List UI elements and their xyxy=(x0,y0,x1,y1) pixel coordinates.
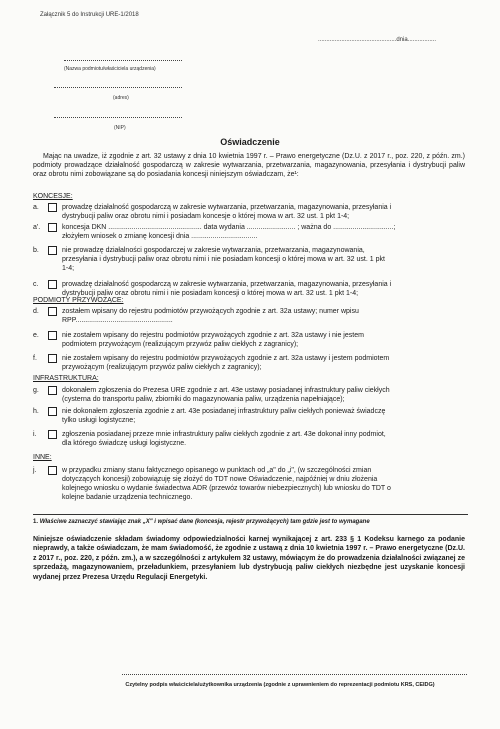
item-c-text: prowadzę działalność gospodarczą w zakresie wytwarzania, przetwarzania, magazynowania, przesyłania i dystrybucji paliw oraz obrotu nimi i nie posiadam koncesji o której mowa w art. 32 ust. 1 pkt 1-4; xyxy=(62,281,392,297)
declaration-paragraph: Niniejsze oświadczenie składam świadomy odpowiedzialności karnej wynikającej z art. 233 § 1 Kodeksu karnego za podanie nieprawdy, a także oświadczam, że mam świadomość, że zgodnie z ustawą z dnia 10 kwietnia 1997 r. – Prawo energetyczne (Dz.U. z 2017 r., poz. 220, z późn. zm.), a w szczególności z artykułem 32 ustawy, mówiącym że do prowadzenia działalności związanej ze sprzedażą, magazynowaniem, przeładunkiem, przesyłaniem lub dystrybucją paliw ciekłych niezbędne jest uzyskanie koncesji wydanej przez Prezesa Urzędu Regulacji Energetyki. xyxy=(33,536,465,581)
checkbox-j[interactable] xyxy=(48,466,57,475)
page-title: Oświadczenie xyxy=(220,137,280,147)
item-b-text: nie prowadzę działalności gospodarczej w zakresie wytwarzania, przetwarzania, magazynowania, przesyłania i dystrybucji paliw oraz obrotu nimi i nie posiadam koncesji o której mowa w art. 32 ust. 1 pkt 1-4; xyxy=(62,247,385,272)
footnote-divider xyxy=(33,514,468,515)
checkbox-c[interactable] xyxy=(48,280,57,289)
checkbox-f[interactable] xyxy=(48,354,57,363)
checkbox-e[interactable] xyxy=(48,331,57,340)
item-e-mark: e. xyxy=(33,332,39,339)
section-infrastruktura: INFRASTRUKTURA: xyxy=(33,375,99,382)
nip-caption: (NIP) xyxy=(114,125,126,131)
checkbox-g[interactable] xyxy=(48,386,57,395)
checkbox-a[interactable] xyxy=(48,203,57,212)
date-field[interactable]: ...............................................dnia................. xyxy=(318,37,437,43)
item-d-text: zostałem wpisany do rejestru podmiotów przywożących zgodnie z art. 32a ustawy; numer wpisu RPP.................................................. xyxy=(62,308,359,324)
item-a-text: prowadzę działalność gospodarczą w zakresie wytwarzania, przetwarzania, magazynowania, przesyłania i dystrybucji paliw oraz obrotu nimi i posiadam koncesje o której mowa w art. 32 ust. 1 pkt 1-4; xyxy=(62,204,392,220)
item-b-mark: b. xyxy=(33,247,39,254)
address-line[interactable] xyxy=(54,87,182,88)
item-g-mark: g. xyxy=(33,387,39,394)
company-name-caption: (Nazwa podmiotu/właściciela urządzenia) xyxy=(64,66,156,72)
item-a-mark: a. xyxy=(33,204,39,211)
item-d-mark: d. xyxy=(33,308,39,315)
item-a-prime-mark: a'. xyxy=(33,224,41,231)
item-e-text: nie zostałem wpisany do rejestru podmiotów przywożących zgodnie z art. 32a ustawy i nie jestem podmiotem przywożącym (realizującym przywóz paliw ciekłych z zagranicy); xyxy=(62,332,364,348)
section-podmioty: PODMIOTY PRZYWOŻĄCE: xyxy=(33,297,124,304)
intro-paragraph: Mając na uwadze, iż zgodnie z art. 32 ustawy z dnia 10 kwietnia 1997 r. – Prawo energetyczne (Dz.U. z 2017 r., poz. 220, z późn. zm.) podmioty prowadzące działalność gospodarczą w zakresie wytwarzania, przetwarzania, magazynowania, przesyłania i dystrybucji paliw oraz obrotu nimi zobowiązane są do posiadania koncesji niniejszym oświadczam, że¹: xyxy=(33,153,465,178)
attachment-label: Załącznik 5 do Instrukcji URE-1/2018 xyxy=(40,12,139,18)
nip-line[interactable] xyxy=(54,117,182,118)
item-c-mark: c. xyxy=(33,281,39,288)
item-i-text: zgłoszenia posiadanej przeze mnie infrastruktury paliw ciekłych zgodnie z art. 43e dokonał inny podmiot, dla którego świadczę usługi logistyczne. xyxy=(62,431,386,447)
item-j-text: w przypadku zmiany stanu faktycznego opisanego w punktach od „a" do „i", (w szczególności zmian dotyczących koncesji) zobowiązuję się złożyć do TDT nowe Oświadczenie, najpóźniej w dniu złożenia kolejnego wniosku o wydanie świadectwa ADR (przewóz towarów niebezpiecznych) lub wniosku do TDT o kolejne badanie urządzenia technicznego. xyxy=(62,467,391,501)
checkbox-i[interactable] xyxy=(48,430,57,439)
checkbox-d[interactable] xyxy=(48,307,57,316)
item-g-text: dokonałem zgłoszenia do Prezesa URE zgodnie z art. 43e ustawy posiadanej infrastruktury paliw ciekłych (cysterna do transportu paliw, zbiorniki do magazynowania paliw, urządzenia napełniające); xyxy=(62,387,390,403)
address-caption: (adres) xyxy=(113,95,129,101)
company-name-line[interactable] xyxy=(64,60,182,61)
signature-caption: Czytelny podpis właściciela/użytkownika urządzenia (zgodnie z uprawnieniem do reprezentacji podmiotu KRS, CEIDG) xyxy=(125,682,435,688)
signature-line[interactable] xyxy=(122,674,467,675)
section-inne: INNE: xyxy=(33,454,52,461)
section-koncesje: KONCESJE: xyxy=(33,193,73,200)
checkbox-h[interactable] xyxy=(48,407,57,416)
item-h-mark: h. xyxy=(33,408,39,415)
footnote: 1. Właściwe zaznaczyć stawiając znak „X" i wpisać dane (koncesja, rejestr przywożących) tam gdzie jest to wymagane xyxy=(33,519,370,525)
checkbox-a-prime[interactable] xyxy=(48,223,57,232)
item-i-mark: i. xyxy=(33,431,37,438)
checkbox-b[interactable] xyxy=(48,246,57,255)
item-f-mark: f. xyxy=(33,355,37,362)
item-h-text: nie dokonałem zgłoszenia zgodnie z art. 43e posiadanej infrastruktury paliw ciekłych ponieważ świadczę tylko usługi logistyczne; xyxy=(62,408,386,424)
item-j-mark: j. xyxy=(33,467,37,474)
item-f-text: nie zostałem wpisany do rejestru podmiotów przywożących zgodnie z art. 32a ustawy i jestem podmiotem przywożącym (realizującym przywóz paliw ciekłych z zagranicy); xyxy=(62,355,390,371)
item-a-prime-text: koncesja DKN ................................................ data wydania ......................... ; ważna do ...............................; złożyłem wniosek o zmianę koncesji dnia .................................. xyxy=(62,224,396,240)
